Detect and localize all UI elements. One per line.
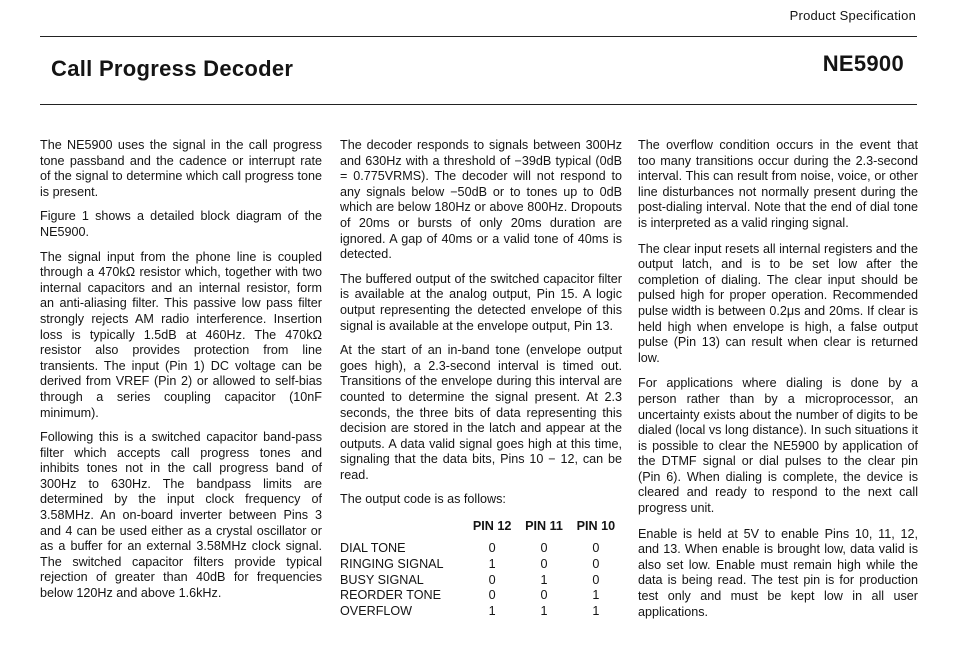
pin12-value: 0	[488, 588, 496, 603]
output-code-table	[340, 517, 622, 620]
pin10-value: 1	[592, 604, 600, 619]
text-column-3	[638, 138, 918, 630]
header-top-rule	[40, 36, 917, 37]
product-spec-label: Product Specification	[789, 8, 916, 23]
paragraph: The signal input from the phone line is coupled through a 470kΩ resistor which, together with two internal capacitors and an internal resistor, form an anti-aliasing filter. This passive low pass filter strongly rejects AM radio interference. Insertion loss is typically 1.5dB at 460Hz. The 470kΩ resistor also provides protection from line transients. The input (Pin 1) DC voltage can be derived from VREF (Pin 2) or allowed to self-bias through a series coupling capacitor (10nF minimum).	[40, 249, 322, 420]
pin11-value: 0	[540, 541, 548, 556]
table-row	[340, 604, 622, 620]
pin10-value: 0	[592, 541, 600, 556]
signal-name: OVERFLOW	[340, 604, 413, 619]
pin11-value: 1	[540, 572, 548, 587]
paragraph: The overflow condition occurs in the event that too many transitions occur during the 2.3-second interval. This can result from noise, voice, or other line disturbances not normally present during the post-dialing interval. Note that the end of dial tone is interpreted as a valid ringing signal.	[638, 138, 918, 230]
pin10-value: 0	[592, 556, 600, 571]
pin12-value: 0	[488, 572, 496, 587]
paragraph: The clear input resets all internal registers and the output latch, and is to be set low after the completion of dialing. The clear input should be pulsed high for proper operation. Recommended pulse width is between 0.2μs and 20ms. If clear is held high when envelope is high, a false output pulse (Pin 13) can result when clear is returned low.	[638, 241, 918, 365]
paragraph: The decoder responds to signals between 300Hz and 630Hz with a threshold of −39dB typical (0dB = 0.775VRMS). The decoder will not respond to any signals below −50dB or to tones up to 0dB which are below 180Hz or above 800Hz. Dropouts of 20ms or bursts of only 20ms duration are ignored. A gap of 40ms or a valid tone of 40ms is detected.	[340, 138, 622, 262]
paragraph: Figure 1 shows a detailed block diagram of the NE5900.	[40, 209, 322, 239]
part-number: NE5900	[822, 51, 904, 76]
paragraph: Following this is a switched capacitor band-pass filter which accepts call progress tones and inhibits tones not in the call progress band of 300Hz to 630Hz. The bandpass limits are determined by the input clock frequency of 3.58MHz. An on-board inverter between Pins 3 and 4 can be used either as a crystal oscillator or as a buffer for an external 3.58MHz clock signal. The switched capacitor filters provide typical rejection of greater than 40dB for frequencies below 120Hz and above 1.6kHz.	[40, 430, 322, 601]
signal-name: BUSY SIGNAL	[340, 572, 424, 587]
pin11-value: 1	[540, 604, 548, 619]
text-column-1	[40, 138, 322, 611]
paragraph: The NE5900 uses the signal in the call progress tone passband and the cadence or interrupt rate of the signal to determine which call progress tone is present.	[40, 138, 322, 199]
pin10-value: 0	[592, 572, 600, 587]
pin10-value: 1	[592, 588, 600, 603]
table-header-pin10: PIN 10	[576, 519, 616, 534]
table-row	[340, 557, 622, 573]
table-header-pin12: PIN 12	[472, 519, 512, 534]
pin11-value: 0	[540, 556, 548, 571]
pin12-value: 1	[488, 604, 496, 619]
text-column-2	[340, 138, 622, 620]
page-title: Call Progress Decoder	[51, 56, 294, 81]
paragraph: The buffered output of the switched capacitor filter is available at the analog output, Pin 15. A logic output representing the detected envelope of this signal is available at the envelope output, Pin 13.	[340, 271, 622, 333]
table-row	[340, 588, 622, 604]
table-row	[340, 541, 622, 557]
paragraph: For applications where dialing is done by a person rather than by a microprocessor, an uncertainty exists about the number of digits to be dialed (local vs long distance). In such situations it is possible to clear the NE5900 by application of the DTMF signal or dial pulses to the clear pin (Pin 6). When dialing is complete, the device is cleared and ready to respond to the next call progress unit.	[638, 376, 918, 516]
table-row	[340, 573, 622, 589]
pin12-value: 0	[488, 541, 496, 556]
table-header-blank	[340, 517, 466, 535]
signal-name: REORDER TONE	[340, 588, 442, 603]
pin11-value: 0	[540, 588, 548, 603]
paragraph: At the start of an in-band tone (envelope output goes high), a 2.3-second interval is timed out. Transitions of the envelope during this interval are counted to determine the signal present. At 2.3 seconds, the three bits of data representing this decision are stored in the latch and appear at the outputs. A data valid signal goes high at this time, signaling that the data bits, Pins 10 − 12, can be read.	[340, 343, 622, 482]
signal-name: DIAL TONE	[340, 541, 406, 556]
paragraph: Enable is held at 5V to enable Pins 10, 11, 12, and 13. When enable is brought low, data valid is also set low. Enable must remain high while the data is being read. The test pin is for production test only and must be kept low in all user applications.	[638, 526, 918, 619]
paragraph: The output code is as follows:	[340, 492, 506, 507]
table-header-pin11: PIN 11	[525, 519, 563, 534]
signal-name: RINGING SIGNAL	[340, 556, 444, 571]
pin12-value: 1	[488, 556, 496, 571]
header-bottom-rule	[40, 104, 917, 105]
